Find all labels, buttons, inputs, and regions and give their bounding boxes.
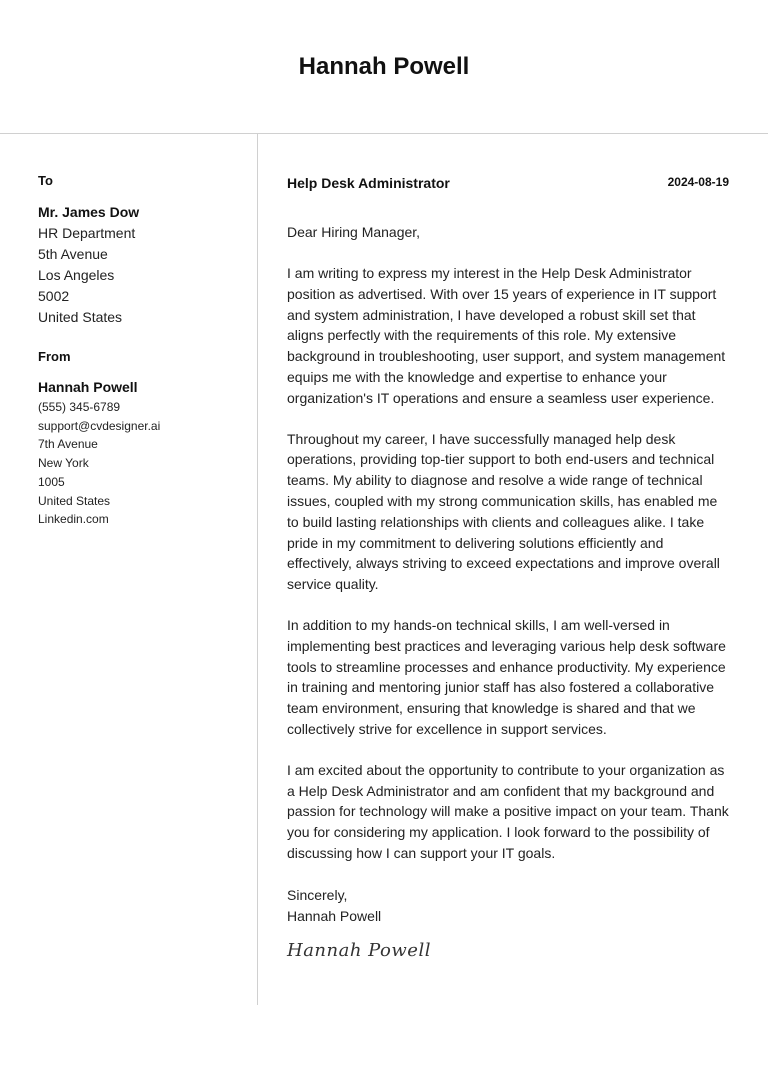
letter-paragraph: I am excited about the opportunity to contribute to your organization as a Help Desk Administrator and am confident that my background and passion for technology will make a positive impact on your team. Thank you for considering my application. I look forward to the possibility of discussing how I can support your IT goals. (287, 761, 729, 861)
sender-website: Linkedin.com (38, 512, 109, 527)
recipient-name: Mr. James Dow (38, 204, 140, 220)
sender-email: support@cvdesigner.ai (38, 418, 161, 433)
letter-paragraph: Throughout my career, I have successfully managed help desk operations, providing top-tier support to both end-users and technical teams. My ability to diagnose and resolve a wide range of technical issues, coupled with my strong communication skills, has enabled me to build lasting relationships with clients and colleagues alike. I take pride in my commitment to delivering solutions efficiently and effectively, always striving to exceed expectations and improve overall service quality. (287, 430, 720, 593)
position-title: Help Desk Administrator (287, 175, 450, 191)
closing-name: Hannah Powell (287, 907, 382, 924)
letter-body (287, 172, 729, 963)
sender-city: New York (38, 456, 89, 471)
recipient-city: Los Angeles (38, 267, 115, 283)
page-title: Hannah Powell (298, 53, 470, 80)
recipient-postal-code: 5002 (38, 288, 70, 304)
sender-street: 7th Avenue (38, 437, 98, 452)
letter-date: 2024-08-19 (667, 175, 729, 189)
recipient-label: To (38, 173, 53, 188)
signature: Hannah Powell (287, 939, 431, 961)
sender-postal-code: 1005 (38, 474, 65, 489)
page-header (0, 0, 768, 134)
letter-paragraph: I am writing to express my interest in the Help Desk Administrator position as advertised. With over 15 years of experience in IT support and system administration, I have developed a robust skill set that aligns perfectly with the requirements of this role. My extensive background in troubleshooting, user support, and system management equips me with the knowledge and expertise to enhance your organization's IT operations and ensure a seamless user experience. (287, 265, 726, 406)
salutation: Dear Hiring Manager, (287, 224, 421, 240)
sender-country: United States (38, 493, 111, 508)
letter-paragraph: In addition to my hands-on technical skills, I am well-versed in implementing best practices and leveraging various help desk software tools to streamline processes and enhance productivity. My experience in training and mentoring junior staff has also fostered a collaborative team environment, ensuring that knowledge is shared and that we collectively strive for excellence in support services. (287, 616, 726, 737)
sender-phone: (555) 345-6789 (38, 400, 121, 414)
sidebar (38, 172, 248, 529)
sender-label: From (38, 349, 71, 364)
closing-phrase: Sincerely, (287, 886, 348, 903)
column-divider (257, 134, 258, 1005)
recipient-street: 5th Avenue (38, 246, 108, 262)
sender-contact (38, 398, 248, 529)
sender-name: Hannah Powell (38, 379, 138, 395)
recipient-department: HR Department (38, 225, 136, 241)
letter-heading (287, 172, 729, 192)
recipient-country: United States (38, 309, 123, 325)
header-divider (0, 133, 768, 134)
closing (287, 885, 729, 927)
recipient-address (38, 223, 248, 328)
